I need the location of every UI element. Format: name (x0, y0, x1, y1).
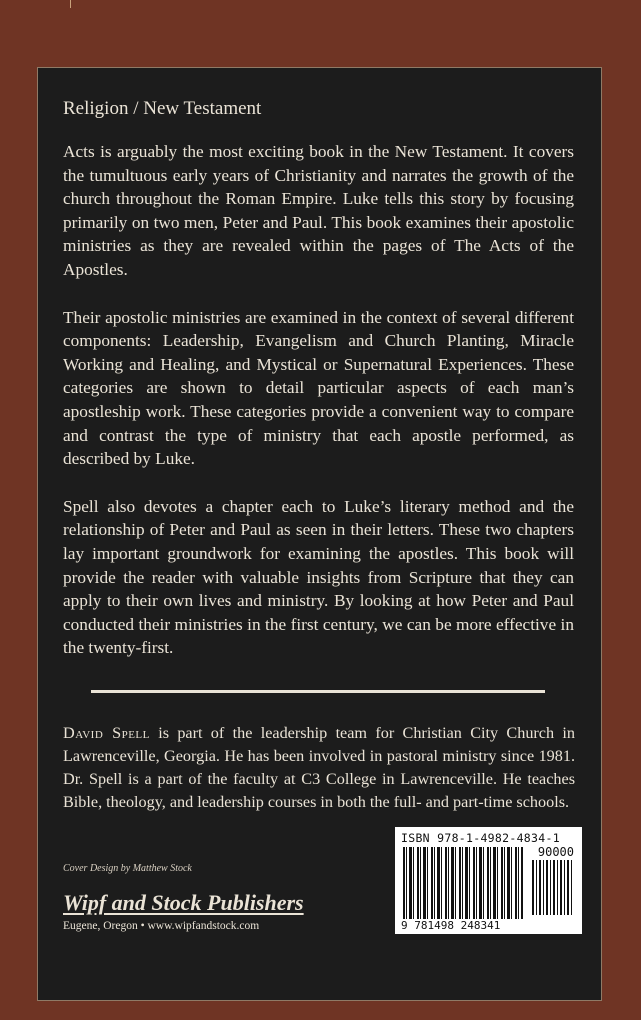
cover-design-credit: Cover Design by Matthew Stock (63, 863, 192, 874)
publisher-location: Eugene, Oregon • www.wipfandstock.com (63, 920, 260, 932)
barcode-bars-icon (403, 847, 523, 919)
barcode-addon-bars-icon (532, 860, 574, 915)
author-name: David Spell (63, 724, 150, 742)
barcode (395, 827, 582, 934)
blurb-paragraph: Acts is arguably the most exciting book in the New Testament. It covers the tumultuous early years of Christianity and narrates the growth of the church throughout the Roman Empire. Luke tells this story by focusing primarily on two men, Peter and Paul. This book examines their apostolic ministries as they are revealed within the pages of The Acts of the Apostles. (63, 142, 574, 279)
blurb-area (63, 97, 574, 684)
barcode-ean-number: 9 781498 248341 (401, 919, 501, 932)
author-bio (63, 722, 575, 814)
section-divider (91, 690, 545, 693)
blurb (63, 140, 574, 660)
barcode-addon-number: 90000 (537, 845, 574, 859)
isbn-label: ISBN 978-1-4982-4834-1 (401, 831, 560, 845)
category-label: Religion / New Testament (63, 98, 262, 119)
spine-trim-mark (70, 0, 71, 8)
publisher-block (63, 890, 304, 932)
author-bio-text: is part of the leadership team for Christian City Church in Lawrenceville, Georgia. He has been involved in pastoral ministry since 1981. Dr. Spell is a part of the faculty at C3 College in Lawrenceville. He teaches Bible, theology, and leadership courses in both the full- and part-time schools. (63, 724, 576, 811)
blurb-paragraph: Their apostolic ministries are examined in the context of several different components: Leadership, Evangelism and Church Planting, Miracle Working and Healing, and Mystical or Supernatural Experiences. These categories are shown to detail particular aspects of each man’s apostleship work. These categories provide a convenient way to compare and contrast the type of ministry that each apostle performed, as described by Luke. (63, 307, 574, 469)
publisher-name: Wipf and Stock Publishers (63, 890, 304, 915)
blurb-paragraph: Spell also devotes a chapter each to Luke’s literary method and the relationship of Peter and Paul as seen in their letters. These two chapters lay important groundwork for examining the apostles. This book will provide the reader with valuable insights from Scripture that they can apply to their own lives and ministry. By looking at how Peter and Paul conducted their ministries in the first century, we can be more effective in the twenty-first. (63, 496, 574, 658)
